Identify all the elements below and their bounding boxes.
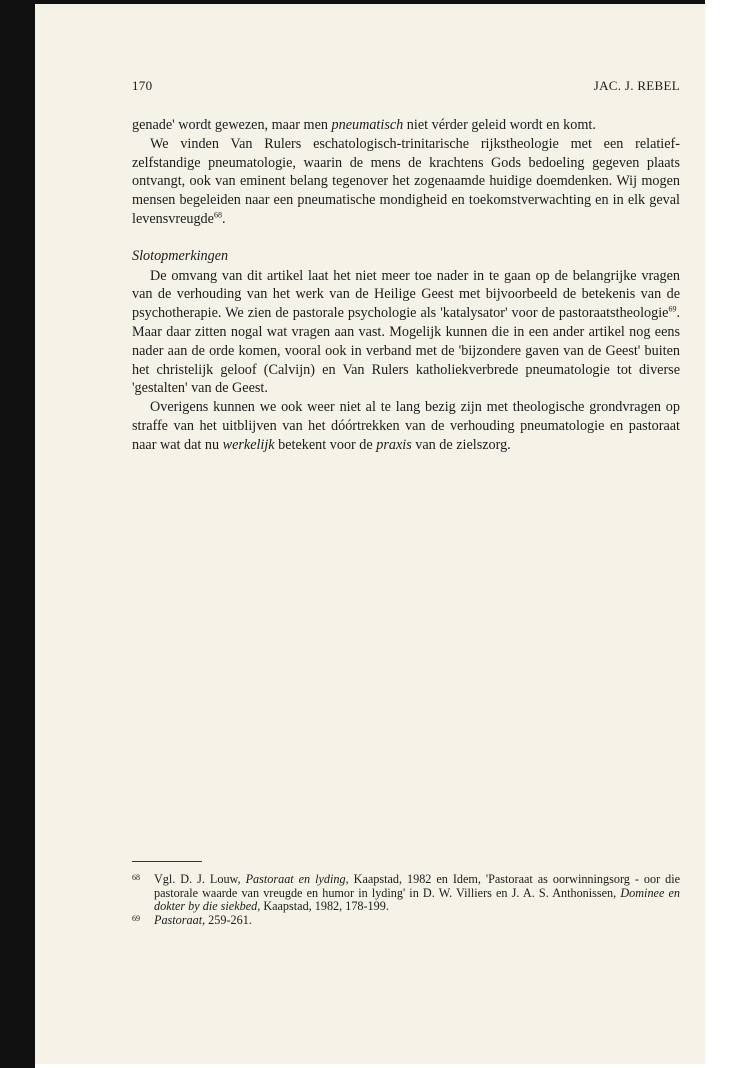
text-span: niet vérder geleid wordt en komt. <box>403 117 596 133</box>
paragraph-4 <box>132 398 680 454</box>
page-number: 170 <box>132 78 153 93</box>
footnote-divider <box>132 861 202 862</box>
emphasis: werkelijk <box>222 436 275 453</box>
text-span: De omvang van dit artikel laat het niet meer toe nader in te gaan op de belangrijke vragen van de verhouding van het werk van de Heilige Geest met bijvoorbeeld de betekenis van de psychotherapie. We zien de pastorale psychologie als 'katalysator' voor de pastoraatstheologie <box>132 267 680 322</box>
footnote-ref-69[interactable]: 69 <box>668 304 677 314</box>
paragraph-3 <box>132 267 680 399</box>
footnote-number: 69 <box>132 913 140 923</box>
text-span: . <box>221 210 226 227</box>
text-span: . Maar daar zitten nogal wat vragen aan vast. Mogelijk kunnen die in een ander artikel nog eens nader aan de orde komen, vooral ook in verband met de 'bijzondere gaven van de Geest' buiten het christelijk geloof (Calvijn) en Van Rulers katholiekverbrede pneumatologie tot diverse 'gestalten' van de Geest. <box>132 305 680 397</box>
running-title: JAC. J. REBEL <box>593 78 680 93</box>
footnotes <box>132 873 680 927</box>
body-text <box>132 116 680 455</box>
emphasis: Pastoraat en lyding, <box>245 872 349 886</box>
paragraph-1 <box>132 116 680 135</box>
paragraph-2 <box>132 135 680 229</box>
text-span: genade' wordt gewezen, maar men <box>132 117 332 133</box>
text-span: Vgl. D. J. Louw, <box>154 872 246 886</box>
emphasis: pneumatisch <box>331 117 404 133</box>
emphasis: Pastoraat, <box>154 912 206 927</box>
text-span: We vinden Van Rulers eschatologisch-trinitarische rijkstheologie met een relatief-zelfstandige pneumatologie, waarin de mens de krachtens Gods bedoeling gegeven plaats ontvangt, ook van eminent belang tegenover het zogenaamde huidige doemdenken. Wij mogen mensen begeleiden naar een pneumatische mondigheid en toekomstverwachting en in elk geval levensvreugde <box>132 135 680 227</box>
footnote-68 <box>132 873 680 914</box>
footnote-number: 68 <box>132 873 140 882</box>
text-span: Kaapstad, 1982, 178-199. <box>260 899 389 914</box>
footnote-ref-68[interactable]: 68 <box>213 210 222 220</box>
document-page <box>35 4 705 1064</box>
text-span: betekent voor de <box>274 436 377 453</box>
section-heading: Slotopmerkingen <box>132 247 229 264</box>
scan-border-left <box>0 0 35 1068</box>
text-span: Kaapstad, 1982 en Idem, 'Pastoraat as oorwinningsorg - oor die pastorale waarde van vreugde en humor in lyding' in D. W. Villiers en J. A. S. Anthonissen, <box>154 872 681 900</box>
text-span: 259-261. <box>205 912 252 927</box>
footnote-69 <box>132 914 680 928</box>
text-span: van de zielszorg. <box>411 436 511 453</box>
text-span: Overigens kunnen we ook weer niet al te lang bezig zijn met theologische grondvragen op straffe van het uitblijven van het dóórtrekken van de verhouding pneumatologie en pastoraat naar wat dat nu <box>132 399 680 453</box>
scan-margin-right <box>705 0 738 1068</box>
emphasis: praxis <box>376 436 412 453</box>
emphasis: Dominee en dokter by die siekbed, <box>154 885 681 914</box>
